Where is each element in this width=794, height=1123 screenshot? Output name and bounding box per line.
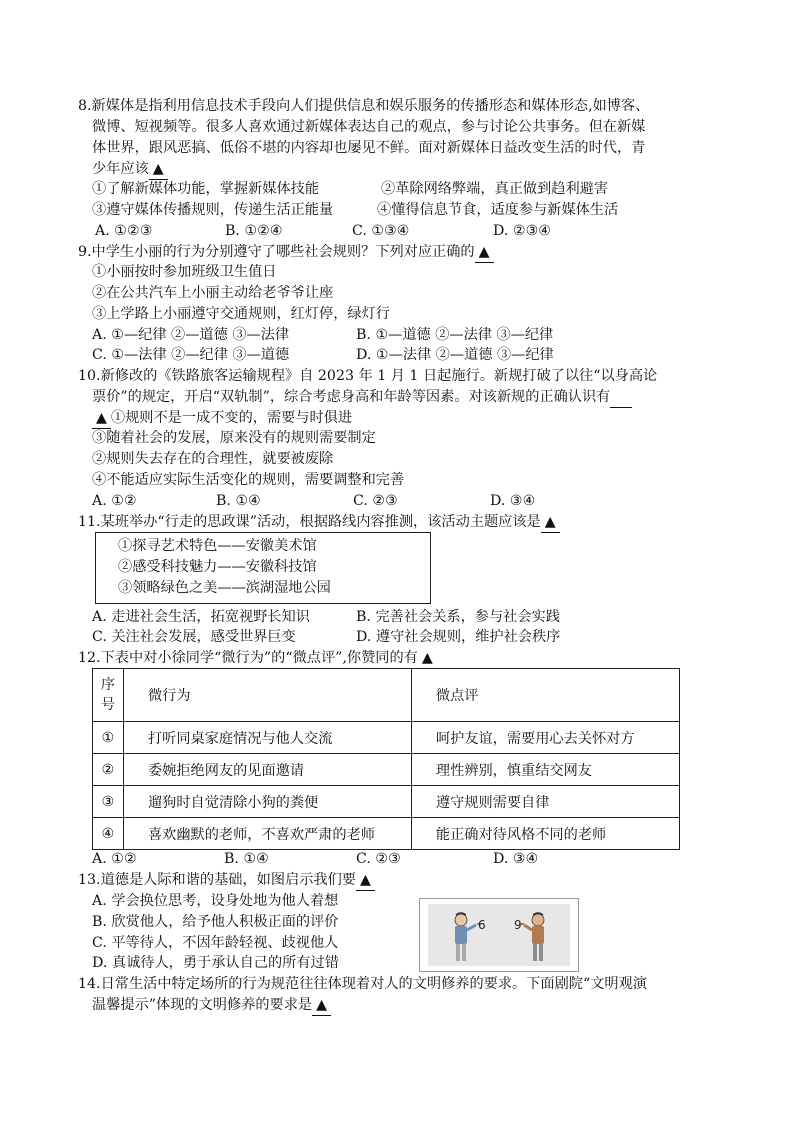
q9-choice-a[interactable]: A. ①—纪律 ②—道德 ③—法律 [92, 327, 290, 343]
table-row [93, 818, 680, 850]
q8-stem-line: 微博、短视频等。很多人喜欢通过新媒体表达自己的观点，参与讨论公共事务。但在新媒 [92, 119, 646, 135]
answer-blank[interactable]: ▲ [92, 408, 111, 429]
row-comment: 呵护友谊，需要用心去关怀对方 [411, 722, 679, 754]
q9-item: ②在公共汽车上小丽主动给老爷爷让座 [92, 285, 334, 301]
behavior-table [92, 668, 680, 850]
perspective-figure [420, 899, 578, 971]
q8-item: ③遵守媒体传播规则，传递生活正能量 [92, 202, 334, 218]
q10-stem-line: 10.新修改的《铁路旅客运输规程》自 2023 年 1 月 1 日起施行。新规打破了以往“以身高论 [78, 368, 658, 384]
q8-stem-line: 体世界，跟风恶搞、低俗不堪的内容却也屡见不鲜。面对新媒体日益改变生活的时代，青 [92, 140, 646, 156]
q11-choice-b[interactable]: B. 完善社会关系，参与社会实践 [356, 609, 560, 625]
header-comment: 微点评 [411, 669, 679, 722]
answer-blank[interactable]: ▲ [312, 995, 331, 1016]
row-index: ① [93, 722, 124, 754]
left-person-body [455, 926, 467, 944]
q12-choice-a[interactable]: A. ①② [92, 851, 137, 867]
q11-stem: 11.某班举办“行走的思政课”活动，根据路线内容推测，该活动主题应该是 ▲ [78, 512, 560, 533]
answer-blank[interactable]: ▲ [475, 242, 494, 263]
q11-choice-c[interactable]: C. 关注社会发展，感受世界巨变 [92, 629, 296, 645]
q8-stem-line: 少年应该 ▲ [92, 159, 168, 180]
route-box [95, 532, 431, 604]
answer-blank[interactable]: ▲ [356, 870, 375, 891]
q9-choice-d[interactable]: D. ①—法律 ②—道德 ③—纪律 [356, 347, 554, 363]
q10-choice-a[interactable]: A. ①② [92, 493, 137, 509]
row-behavior: 打听同桌家庭情况与他人交流 [123, 722, 411, 754]
right-number: 9 [514, 918, 522, 932]
header-behavior: 微行为 [123, 669, 411, 722]
row-index: ③ [93, 786, 124, 818]
q13-stem: 13.道德是人际和谐的基础，如图启示我们要 ▲ [78, 870, 375, 891]
q9-choice-b[interactable]: B. ①—道德 ②—法律 ③—纪律 [356, 327, 554, 343]
q9-item: ①小丽按时参加班级卫生值日 [92, 264, 277, 280]
q10-stem-line: 票价”的规定，开启“双轨制”，综合考虑身高和年龄等因素。对该新规的正确认识有 [92, 387, 632, 408]
six-nine-illustration [419, 898, 579, 972]
table-row [93, 722, 680, 754]
row-comment: 能正确对待风格不同的老师 [411, 818, 679, 850]
q10-choice-c[interactable]: C. ②③ [353, 493, 398, 509]
q12-choice-b[interactable]: B. ①④ [224, 851, 269, 867]
q13-choice-d[interactable]: D. 真诚待人，勇于承认自己的所有过错 [92, 955, 339, 971]
answer-blank[interactable]: ▲ [149, 159, 168, 180]
right-person-head [532, 914, 544, 926]
q8-choice-b[interactable]: B. ①②④ [225, 223, 283, 239]
q10-choice-b[interactable]: B. ①④ [216, 493, 261, 509]
q12-choice-c[interactable]: C. ②③ [356, 851, 401, 867]
row-comment: 遵守规则需要自律 [411, 786, 679, 818]
q8-choice-d[interactable]: D. ②③④ [493, 223, 552, 239]
answer-blank[interactable]: ▲ [541, 512, 560, 533]
left-number: 6 [478, 918, 486, 932]
q14-stem-line: 14.日常生活中特定场所的行为规范往往体现着对人的文明修养的要求。下面剧院“文明观演 [78, 976, 647, 992]
row-index: ② [93, 754, 124, 786]
q12-choice-d[interactable]: D. ③④ [493, 851, 539, 867]
q13-choice-c[interactable]: C. 平等待人，不因年龄轻视、歧视他人 [92, 935, 339, 951]
q13-choice-b[interactable]: B. 欣赏他人，给予他人积极正面的评价 [92, 914, 339, 930]
q10-item: ③随着社会的发展，原来没有的规则需要制定 [92, 430, 376, 446]
q11-choice-d[interactable]: D. 遵守社会规则，维护社会秩序 [356, 629, 561, 645]
q9-choice-c[interactable]: C. ①—法律 ②—纪律 ③—道德 [92, 347, 290, 363]
q8-choice-a[interactable]: A. ①②③ [95, 223, 153, 239]
q14-stem-line: 温馨提示”体现的文明修养的要求是 ▲ [92, 995, 331, 1016]
header-index: 序号 [93, 669, 124, 722]
answer-blank[interactable]: ▲ [418, 648, 437, 669]
route-item: ③领略绿色之美——滨湖湿地公园 [118, 580, 331, 596]
table-row [93, 754, 680, 786]
q11-choice-a[interactable]: A. 走进社会生活，拓宽视野长知识 [92, 609, 310, 625]
q10-item: ④不能适应实际生活变化的规则，需要调整和完善 [92, 472, 405, 488]
row-behavior: 委婉拒绝网友的见面邀请 [123, 754, 411, 786]
left-person-head [455, 914, 467, 926]
row-comment: 理性辨别，慎重结交网友 [411, 754, 679, 786]
route-item: ②感受科技魅力——安徽科技馆 [118, 559, 317, 575]
q13-choice-a[interactable]: A. 学会换位思考，设身处地为他人着想 [92, 893, 339, 909]
q12-stem: 12.下表中对小徐同学“微行为”的“微点评”,你赞同的有 ▲ [78, 648, 437, 669]
q9-stem: 9.中学生小丽的行为分别遵守了哪些社会规则？下列对应正确的 ▲ [78, 242, 494, 263]
q10-choice-d[interactable]: D. ③④ [490, 493, 536, 509]
q8-choice-c[interactable]: C. ①③④ [352, 223, 410, 239]
q10-item: ②规则失去存在的合理性，就要被废除 [92, 451, 334, 467]
row-behavior: 喜欢幽默的老师，不喜欢严肃的老师 [123, 818, 411, 850]
row-behavior: 遛狗时自觉清除小狗的粪便 [123, 786, 411, 818]
q8-stem-line: 8.新媒体是指利用信息技术手段向人们提供信息和娱乐服务的传播形态和媒体形态,如博客、 [78, 98, 650, 114]
q8-item: ④懂得信息节食，适度参与新媒体生活 [377, 202, 619, 218]
table-header-row [93, 669, 680, 722]
q8-item: ②革除网络弊端，真正做到趋利避害 [381, 181, 609, 197]
q9-item: ③上学路上小丽遵守交通规则，红灯停，绿灯行 [92, 306, 390, 322]
q8-item: ①了解新媒体功能，掌握新媒体技能 [92, 181, 320, 197]
route-item: ①探寻艺术特色——安徽美术馆 [118, 538, 317, 554]
row-index: ④ [93, 818, 124, 850]
q10-item: ▲ ①规则不是一成不变的，需要与时俱进 [92, 408, 352, 429]
right-person-body [532, 926, 544, 944]
table-row [93, 786, 680, 818]
